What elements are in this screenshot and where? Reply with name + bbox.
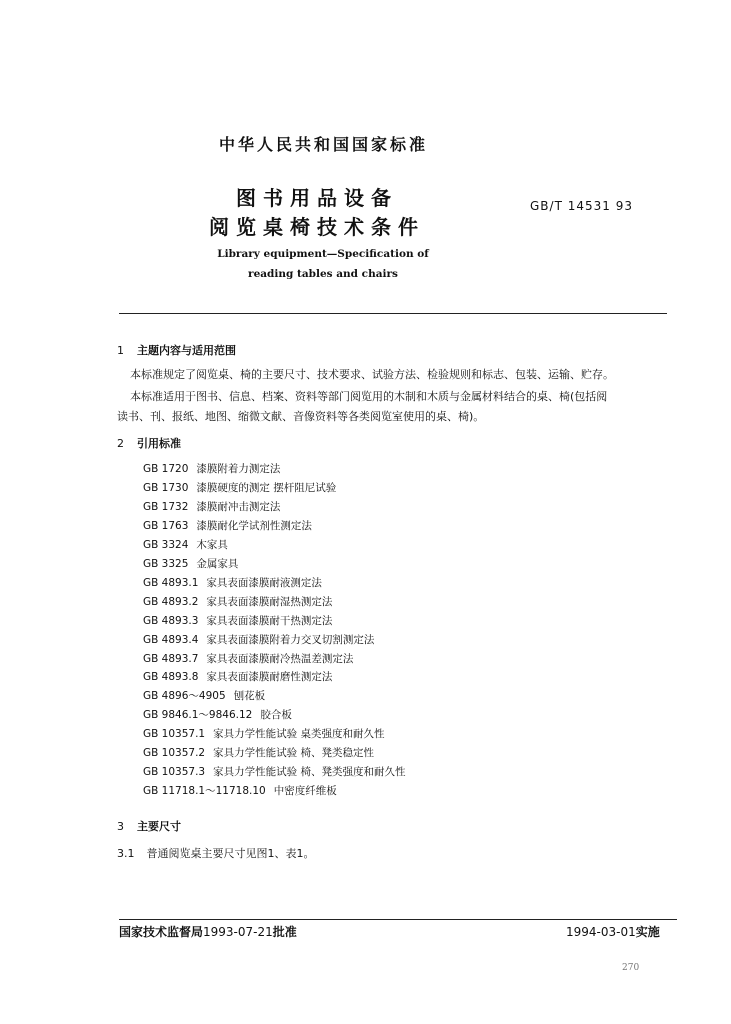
reference-item xyxy=(143,764,405,779)
reference-item xyxy=(143,537,228,552)
reference-code: GB 1732 xyxy=(143,500,189,513)
subsection-number: 3.1 xyxy=(117,847,135,860)
reference-title: 家具表面漆膜耐干热测定法 xyxy=(206,614,333,627)
reference-title: 漆膜硬度的测定 摆杆阻尼试验 xyxy=(196,481,337,494)
reference-item xyxy=(143,783,337,798)
header-divider xyxy=(119,313,667,314)
section-number: 3 xyxy=(117,820,124,833)
section-1-paragraph-2-line2: 读书、刊、报纸、地图、缩微文献、音像资料等各类阅览室使用的桌、椅)。 xyxy=(117,410,485,423)
reference-code: GB 10357.3 xyxy=(143,766,206,779)
reference-code: GB 4893.1 xyxy=(143,576,199,589)
reference-item xyxy=(143,480,336,495)
reference-item xyxy=(143,594,332,609)
subsection-text: 普通阅览桌主要尺寸见图1、表1。 xyxy=(146,847,315,860)
approval-date: 1993-07-21 xyxy=(203,925,273,939)
section-2-heading xyxy=(117,435,181,451)
standard-number: GB/T 14531 93 xyxy=(530,199,633,213)
reference-code: GB 1763 xyxy=(143,519,189,532)
reference-title: 家具力学性能试验 椅、凳类稳定性 xyxy=(213,747,374,760)
reference-item xyxy=(143,575,322,590)
approval-suffix: 批准 xyxy=(272,925,297,939)
reference-title: 家具表面漆膜耐磨性测定法 xyxy=(206,671,333,684)
reference-item xyxy=(143,745,374,760)
section-number: 2 xyxy=(117,437,124,450)
english-title-line1: Library equipment—Specification of xyxy=(217,248,429,260)
section-title: 主题内容与适用范围 xyxy=(137,344,236,357)
reference-title: 家具力学性能试验 椅、凳类强度和耐久性 xyxy=(213,766,406,779)
reference-code: GB 4893.4 xyxy=(143,633,199,646)
reference-title: 家具表面漆膜附着力交叉切割测定法 xyxy=(206,633,375,646)
reference-code: GB 10357.1 xyxy=(143,728,206,741)
reference-title: 中密度纤维板 xyxy=(273,785,337,798)
reference-title: 家具表面漆膜耐湿热测定法 xyxy=(206,595,333,608)
reference-item xyxy=(143,632,374,647)
footer-divider xyxy=(119,919,677,920)
section-1-heading xyxy=(117,342,236,358)
reference-code: GB 4893.8 xyxy=(143,671,199,684)
reference-title: 家具表面漆膜耐液测定法 xyxy=(206,576,322,589)
section-3-heading xyxy=(117,818,181,834)
reference-code: GB 1720 xyxy=(143,463,189,475)
reference-title: 漆膜附着力测定法 xyxy=(196,463,281,475)
reference-code: GB 4893.2 xyxy=(143,595,199,608)
document-title-line1: 图书用品设备 xyxy=(236,186,398,210)
reference-code: GB 9846.1～9846.12 xyxy=(143,709,253,722)
reference-title: 刨花板 xyxy=(233,690,266,703)
reference-title: 金属家具 xyxy=(196,557,239,570)
section-number: 1 xyxy=(117,344,124,357)
reference-item xyxy=(143,688,265,703)
reference-item xyxy=(143,556,238,571)
reference-code: GB 3325 xyxy=(143,557,189,570)
section-title: 引用标准 xyxy=(137,437,181,450)
reference-code: GB 10357.2 xyxy=(143,747,206,760)
approval-line xyxy=(119,923,297,940)
reference-item xyxy=(143,726,384,741)
reference-code: GB 4893.7 xyxy=(143,652,199,665)
implementation-date: 1994-03-01 xyxy=(566,925,636,939)
reference-item xyxy=(143,651,353,666)
reference-title: 家具力学性能试验 桌类强度和耐久性 xyxy=(213,728,385,741)
reference-title: 漆膜耐冲击测定法 xyxy=(196,500,281,513)
reference-item xyxy=(143,669,332,684)
reference-item xyxy=(143,518,312,533)
reference-code: GB 3324 xyxy=(143,538,189,551)
reference-code: GB 4896～4905 xyxy=(143,690,226,703)
section-title: 主要尺寸 xyxy=(137,820,181,833)
reference-title: 家具表面漆膜耐冷热温差测定法 xyxy=(206,652,354,665)
reference-title: 木家具 xyxy=(196,538,228,551)
implementation-line xyxy=(566,923,660,940)
reference-code: GB 11718.1～11718.10 xyxy=(143,785,266,798)
english-title-line2: reading tables and chairs xyxy=(248,268,398,280)
document-title-line2: 阅览桌椅技术条件 xyxy=(209,215,425,239)
section-1-paragraph-2-line1: 本标准适用于图书、信息、档案、资料等部门阅览用的木制和木质与金属材料结合的桌、椅(包括阅 xyxy=(130,390,608,403)
reference-item xyxy=(143,613,332,628)
reference-title: 漆膜耐化学试剂性测定法 xyxy=(196,519,312,532)
reference-code: GB 4893.3 xyxy=(143,614,199,627)
section-1-paragraph-1: 本标准规定了阅览桌、椅的主要尺寸、技术要求、试验方法、检验规则和标志、包装、运输、贮存。 xyxy=(130,368,614,381)
national-standard-label: 中华人民共和国国家标准 xyxy=(218,135,428,154)
reference-item xyxy=(143,499,280,514)
approval-org: 国家技术监督局 xyxy=(119,925,204,939)
subsection-3-1 xyxy=(117,845,315,861)
reference-title: 胶合板 xyxy=(260,709,292,722)
reference-item xyxy=(143,707,292,722)
reference-item xyxy=(143,461,280,476)
page-number: 270 xyxy=(622,963,640,973)
implementation-suffix: 实施 xyxy=(635,925,660,939)
reference-code: GB 1730 xyxy=(143,481,189,494)
